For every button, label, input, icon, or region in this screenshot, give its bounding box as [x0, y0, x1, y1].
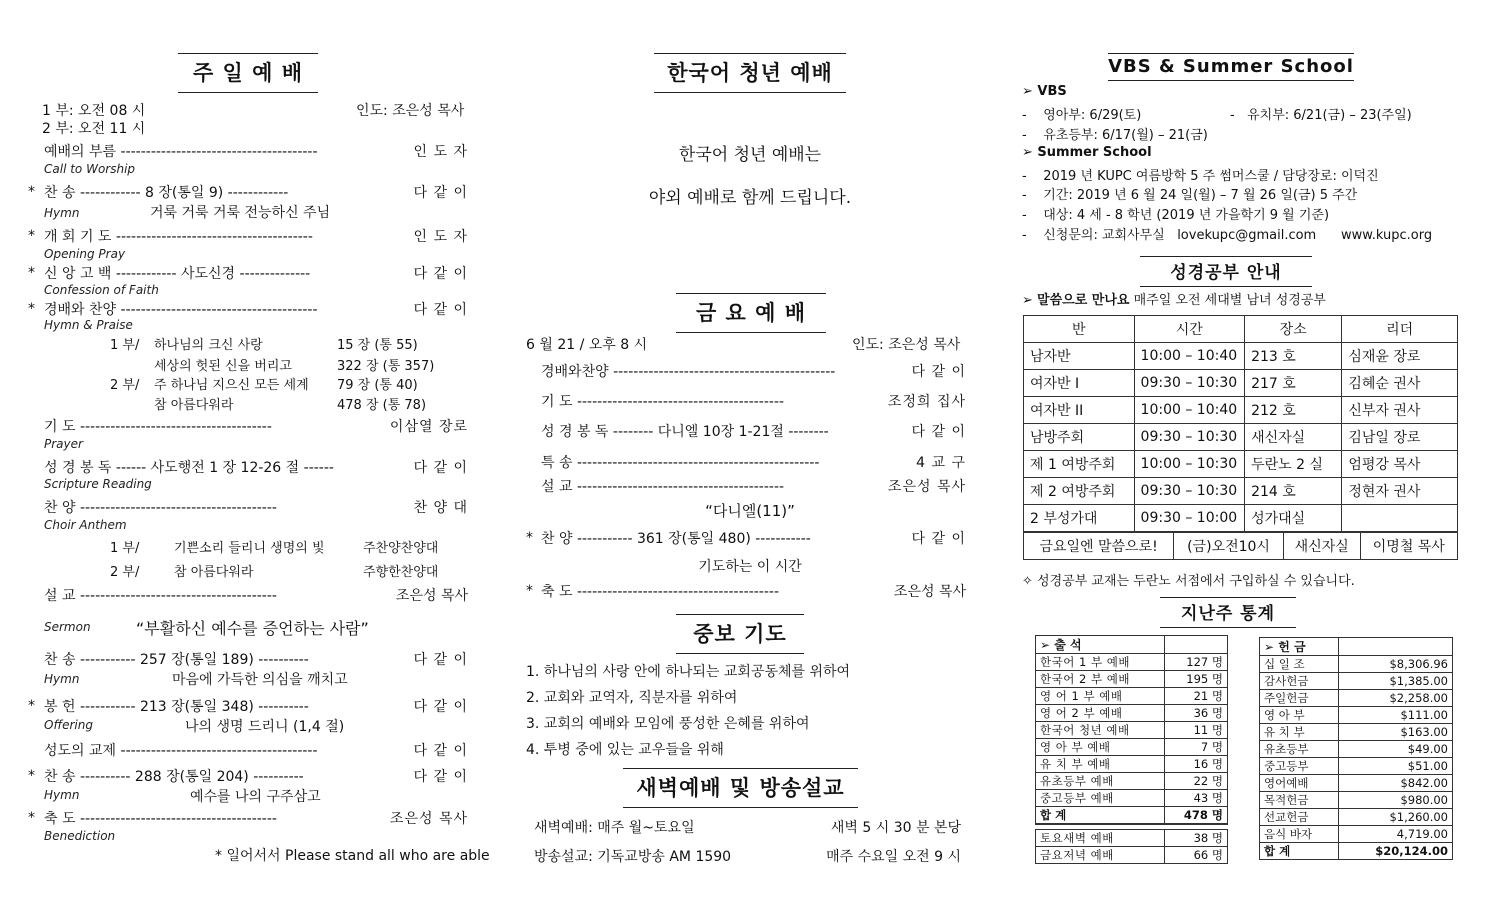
required-star: * — [28, 810, 35, 826]
friday-item-who: 4 교 구 — [916, 455, 966, 471]
bible-intro: ➢ 말씀으로 만나요 매주일 오전 세대별 남녀 성경공부 — [1022, 293, 1326, 308]
friday-sermon-title: “다니엘(11)” — [705, 502, 795, 520]
bible-cell: 신부자 권사 — [1342, 397, 1458, 424]
friday-item-who: 다 같 이 — [911, 424, 966, 440]
praise-song: 주 하나님 지으신 모든 세계 — [154, 378, 309, 393]
email-link[interactable]: lovekupc@gmail.com — [1177, 228, 1317, 243]
arrow-icon: ➢ — [1022, 145, 1038, 160]
offering-row — [1260, 741, 1453, 758]
attendance-table — [1035, 635, 1228, 864]
bible-cell: 217 호 — [1245, 370, 1342, 397]
offering-head-row — [1260, 638, 1453, 656]
attendance-count: 43 명 — [1165, 790, 1228, 807]
order-item-who: 다 같 이 — [413, 699, 468, 715]
anthem-choir: 주찬양찬양대 — [363, 541, 439, 556]
bible-cell: 10:00 – 10:30 — [1134, 451, 1245, 478]
attendance-name: 토요새벽 예배 — [1036, 830, 1165, 847]
bible-cell: 여자반 II — [1024, 397, 1135, 424]
bible-cell: 두란노 2 실 — [1245, 451, 1342, 478]
dawn-left: 새벽예배: 매주 월~토요일 — [534, 820, 695, 836]
attendance-head-row — [1036, 636, 1228, 654]
friday-hymn-label: 찬 양 ----------- 361 장(통일 480) ----------- — [541, 531, 811, 547]
bible-header-cell: 장소 — [1245, 316, 1342, 343]
offering-heading: ➢ 헌 금 — [1260, 638, 1339, 656]
vbs-heading: ➢ VBS — [1022, 84, 1067, 99]
order-item-who: 다 같 이 — [413, 743, 468, 759]
bible-table-row — [1024, 505, 1458, 532]
anthem-part: 2 부/ — [110, 565, 140, 580]
anthem-part: 1 부/ — [110, 541, 140, 556]
friday-study-cell: (금)오전10시 — [1174, 533, 1284, 560]
attendance-name: 영 어 1 부 예배 — [1036, 688, 1165, 705]
friday-study-cell: 이명철 목사 — [1360, 533, 1457, 560]
friday-study-cell: 새신자실 — [1283, 533, 1360, 560]
attendance-count: 66 명 — [1165, 847, 1228, 864]
order-item-who: 다 같 이 — [413, 460, 468, 476]
order-item-who: 조은성 목사 — [389, 811, 468, 827]
order-item-english: Hymn — [44, 788, 80, 802]
required-star: * — [28, 768, 35, 784]
order-item-detail: 나의 생명 드리니 (1,4 절) — [185, 719, 345, 735]
offering-table — [1259, 637, 1453, 860]
offering-name: 감사헌금 — [1260, 673, 1339, 690]
arrow-icon: ➢ — [1022, 84, 1038, 99]
summer-school-heading: ➢ Summer School — [1022, 145, 1152, 160]
bible-cell: 남자반 — [1024, 343, 1135, 370]
attendance-row — [1036, 756, 1228, 773]
friday-hymn-who: 다 같 이 — [911, 531, 966, 547]
attendance-total: 478 명 — [1165, 807, 1228, 825]
bible-cell: 여자반 I — [1024, 370, 1135, 397]
attendance-count: 11 명 — [1165, 722, 1228, 739]
offering-amount: 4,719.00 — [1339, 826, 1453, 843]
prayer-item: 1. 하나님의 사랑 안에 하나되는 교회공동체를 위하여 — [526, 664, 851, 680]
sermon-line: 설 교 --------------------------------------- — [44, 588, 277, 604]
friday-item-label: 기 도 ----------------------------------------- — [541, 394, 785, 410]
praise-hymn-number: 322 장 (통 357) — [337, 359, 435, 374]
required-star: * — [28, 301, 35, 317]
offering-row — [1260, 690, 1453, 707]
offering-amount: $842.00 — [1339, 775, 1453, 792]
attendance-extra-row — [1036, 847, 1228, 864]
bible-cell: 새신자실 — [1245, 424, 1342, 451]
ss-line-1: - 2019 년 KUPC 여름방학 5 주 썸머스쿨 / 담당장로: 이덕진 — [1022, 169, 1379, 184]
praise-part: 2 부/ — [110, 378, 140, 393]
order-item-label: 봉 헌 ----------- 213 장(통일 348) ---------- — [44, 699, 309, 715]
vbs-line-2a: - 유초등부: 6/17(월) – 21(금) — [1022, 128, 1208, 143]
prayer-item: 2. 교회와 교역자, 직분자를 위하여 — [526, 690, 738, 706]
bible-cell: 성가대실 — [1245, 505, 1342, 532]
offering-name: 음식 바자 — [1260, 826, 1339, 843]
friday-leader: 인도: 조은성 목사 — [852, 337, 961, 353]
website-link[interactable]: www.kupc.org — [1341, 228, 1433, 243]
offering-heading-blank — [1339, 638, 1453, 656]
attendance-row — [1036, 688, 1228, 705]
order-item-label: 찬 송 ----------- 257 장(통일 189) ---------- — [44, 652, 309, 668]
order-item-detail: 마음에 가득한 의심을 깨치고 — [172, 672, 348, 688]
friday-item-who: 다 같 이 — [911, 364, 966, 380]
bible-cell: 09:30 – 10:30 — [1134, 370, 1245, 397]
order-item-english: Scripture Reading — [44, 477, 152, 491]
anthem-choir: 주향한찬양대 — [363, 565, 439, 580]
attendance-count: 21 명 — [1165, 688, 1228, 705]
offering-row — [1260, 724, 1453, 741]
bible-cell: 2 부성가대 — [1024, 505, 1135, 532]
offering-amount: $111.00 — [1339, 707, 1453, 724]
attendance-name: 금요저녁 예배 — [1036, 847, 1165, 864]
order-item-who: 다 같 이 — [413, 652, 468, 668]
order-item-english: Hymn — [44, 206, 80, 220]
order-item-english: Benediction — [44, 829, 116, 843]
offering-name: 선교헌금 — [1260, 809, 1339, 826]
bible-table-row — [1024, 478, 1458, 505]
offering-row — [1260, 792, 1453, 809]
order-item-english: Confession of Faith — [44, 283, 159, 297]
friday-item-who: 조은성 목사 — [887, 479, 966, 495]
offering-amount: $49.00 — [1339, 741, 1453, 758]
attendance-count: 195 명 — [1165, 671, 1228, 688]
vbs-line-1b: - 유치부: 6/21(금) – 23(주일) — [1230, 108, 1412, 123]
order-item-who: 이삼열 장로 — [389, 419, 468, 435]
offering-row — [1260, 826, 1453, 843]
praise-song: 참 아름다워라 — [154, 398, 234, 413]
bible-study-title: 성경공부 안내 — [1140, 256, 1312, 287]
attendance-extra-row — [1036, 830, 1228, 847]
attendance-name: 한국어 1 부 예배 — [1036, 654, 1165, 671]
order-item-label: 성도의 교제 --------------------------------------- — [44, 743, 318, 759]
bible-cell: 김남일 장로 — [1342, 424, 1458, 451]
ss-line-3: - 대상: 4 세 - 8 학년 (2019 년 가을학기 9 월 기준) — [1022, 208, 1330, 223]
anthem-song: 기쁜소리 들리니 생명의 빛 — [174, 541, 325, 556]
attendance-row — [1036, 671, 1228, 688]
bible-header-cell: 시간 — [1134, 316, 1245, 343]
bible-cell: 제 2 여방주회 — [1024, 478, 1135, 505]
bible-table-row — [1024, 451, 1458, 478]
offering-name: 영어예배 — [1260, 775, 1339, 792]
order-item-english: Hymn — [44, 672, 80, 686]
order-item-english: Prayer — [44, 437, 83, 451]
arrow-icon: ➢ — [1022, 293, 1038, 308]
worship-time-1: 1 부: 오전 08 시 — [42, 103, 146, 119]
offering-total-row — [1260, 843, 1453, 860]
bible-table-row — [1024, 370, 1458, 397]
bible-cell: 214 호 — [1245, 478, 1342, 505]
attendance-name: 한국어 청년 예배 — [1036, 722, 1165, 739]
attendance-name: 유초등부 예배 — [1036, 773, 1165, 790]
order-item-label: 경배와 찬양 --------------------------------------- — [44, 302, 318, 318]
order-item-label: 찬 송 ---------- 288 장(통일 204) ---------- — [44, 769, 304, 785]
attendance-count: 7 명 — [1165, 739, 1228, 756]
bible-study-table — [1023, 315, 1458, 532]
bible-table-row — [1024, 397, 1458, 424]
vbs-title: VBS & Summer School — [1108, 53, 1354, 81]
sermon-preacher: 조은성 목사 — [395, 588, 468, 604]
offering-total-label: 합 계 — [1260, 843, 1339, 860]
bible-cell: 213 호 — [1245, 343, 1342, 370]
bible-cell: 엄평강 목사 — [1342, 451, 1458, 478]
order-item-label: 성 경 봉 독 ------ 사도행전 1 장 12-26 절 ------ — [44, 460, 334, 476]
bible-cell: 10:00 – 10:40 — [1134, 343, 1245, 370]
praise-hymn-number: 478 장 (통 78) — [337, 398, 427, 413]
offering-row — [1260, 809, 1453, 826]
friday-bless-who: 조은성 목사 — [893, 584, 966, 600]
required-star: * — [526, 530, 533, 546]
attendance-count: 22 명 — [1165, 773, 1228, 790]
bible-cell: 심재윤 장로 — [1342, 343, 1458, 370]
order-item-who: 인 도 자 — [413, 229, 468, 245]
friday-hymn-title: 기도하는 이 시간 — [698, 559, 802, 575]
prayer-item: 4. 투병 중에 있는 교우들을 위해 — [526, 742, 724, 758]
praise-hymn-number: 15 장 (통 55) — [337, 338, 418, 353]
youth-line-2: 야외 예배로 함께 드립니다. — [648, 188, 852, 208]
ss-line-2: - 기간: 2019 년 6 월 24 일(월) – 7 월 26 일(금) 5 주간 — [1022, 188, 1358, 203]
praise-hymn-number: 79 장 (통 40) — [337, 378, 418, 393]
bible-cell: 제 1 여방주회 — [1024, 451, 1135, 478]
order-item-who: 다 같 이 — [413, 302, 468, 318]
offering-name: 영 아 부 — [1260, 707, 1339, 724]
bible-cell: 09:30 – 10:00 — [1134, 505, 1245, 532]
required-star: * — [526, 583, 533, 599]
youth-line-1: 한국어 청년 예배는 — [678, 145, 822, 165]
bible-cell — [1342, 505, 1458, 532]
dawn-left: 방송설교: 기독교방송 AM 1590 — [534, 849, 732, 865]
attendance-name: 영 아 부 예배 — [1036, 739, 1165, 756]
praise-part: 1 부/ — [110, 338, 140, 353]
order-item-who: 다 같 이 — [413, 185, 468, 201]
friday-item-label: 경배와찬양 -------------------------------------------- — [541, 364, 836, 380]
bible-note: ✧ 성경공부 교재는 두란노 서점에서 구입하실 수 있습니다. — [1022, 574, 1355, 589]
order-item-who: 다 같 이 — [413, 266, 468, 282]
order-item-detail: 예수를 나의 구주삼고 — [190, 789, 321, 805]
required-star: * — [28, 184, 35, 200]
friday-bless-label: 축 도 ---------------------------------------- — [541, 584, 780, 600]
intercession-title: 중보 기도 — [676, 614, 804, 654]
offering-name: 중고등부 — [1260, 758, 1339, 775]
attendance-count: 38 명 — [1165, 830, 1228, 847]
attendance-name: 중고등부 예배 — [1036, 790, 1165, 807]
attendance-heading: ➢ 출 석 — [1036, 636, 1165, 654]
praise-song: 세상의 헛된 신을 버리고 — [154, 359, 292, 374]
order-item-who: 찬 양 대 — [413, 500, 468, 516]
sermon-english: Sermon — [44, 620, 91, 634]
worship-time-2: 2 부: 오전 11 시 — [42, 121, 146, 137]
friday-item-label: 특 송 ------------------------------------------------ — [541, 455, 820, 471]
required-star: * — [28, 265, 35, 281]
order-item-english: Call to Worship — [44, 162, 136, 176]
attendance-heading-blank — [1165, 636, 1228, 654]
bible-cell: 남방주회 — [1024, 424, 1135, 451]
friday-item-who: 조정희 집사 — [887, 394, 966, 410]
attendance-row — [1036, 722, 1228, 739]
attendance-total-row — [1036, 807, 1228, 825]
offering-amount: $1,385.00 — [1339, 673, 1453, 690]
attendance-row — [1036, 790, 1228, 807]
order-item-english: Hymn & Praise — [44, 318, 133, 332]
offering-amount: $2,258.00 — [1339, 690, 1453, 707]
attendance-count: 36 명 — [1165, 705, 1228, 722]
attendance-row — [1036, 654, 1228, 671]
bible-cell: 정현자 권사 — [1342, 478, 1458, 505]
attendance-count: 16 명 — [1165, 756, 1228, 773]
prayer-item: 3. 교회의 예배와 모임에 풍성한 은혜를 위하여 — [526, 716, 810, 732]
attendance-row — [1036, 739, 1228, 756]
friday-study-table — [1023, 532, 1458, 560]
bible-table-row — [1024, 424, 1458, 451]
order-item-label: 축 도 --------------------------------------- — [44, 811, 277, 827]
required-star: * — [28, 698, 35, 714]
bible-cell: 212 호 — [1245, 397, 1342, 424]
attendance-total-label: 합 계 — [1036, 807, 1165, 825]
order-item-who: 다 같 이 — [413, 769, 468, 785]
anthem-song: 참 아름다워라 — [174, 565, 254, 580]
sunday-worship-title: 주 일 예 배 — [178, 53, 318, 93]
bible-table-row — [1024, 343, 1458, 370]
friday-date: 6 월 21 / 오후 8 시 — [526, 337, 648, 353]
offering-name: 주일헌금 — [1260, 690, 1339, 707]
friday-study-cell: 금요일엔 말씀으로! — [1024, 533, 1174, 560]
attendance-name: 영 어 2 부 예배 — [1036, 705, 1165, 722]
friday-item-label: 설 교 ----------------------------------------- — [541, 479, 785, 495]
bible-header-cell: 반 — [1024, 316, 1135, 343]
offering-row — [1260, 758, 1453, 775]
bible-table-header — [1024, 316, 1458, 343]
offering-name: 십 일 조 — [1260, 656, 1339, 673]
ss-contact: - 신청문의: 교회사무실 lovekupc@gmail.com www.kupc.org — [1022, 228, 1433, 243]
offering-row — [1260, 673, 1453, 690]
offering-amount: $1,260.00 — [1339, 809, 1453, 826]
order-item-label: 예배의 부름 --------------------------------------- — [44, 144, 318, 160]
praise-song: 하나님의 크신 사랑 — [154, 338, 263, 353]
worship-leader: 인도: 조은성 목사 — [356, 103, 465, 119]
offering-row — [1260, 656, 1453, 673]
order-item-label: 기 도 -------------------------------------- — [44, 419, 272, 435]
offering-amount: $163.00 — [1339, 724, 1453, 741]
order-item-english: Opening Pray — [44, 247, 126, 261]
order-item-label: 신 앙 고 백 ------------ 사도신경 -------------- — [44, 266, 311, 282]
attendance-row — [1036, 705, 1228, 722]
friday-worship-title: 금 요 예 배 — [676, 293, 826, 333]
attendance-count: 127 명 — [1165, 654, 1228, 671]
offering-row — [1260, 775, 1453, 792]
order-item-english: Choir Anthem — [44, 518, 127, 532]
order-item-label: 찬 송 ------------ 8 장(통일 9) ------------ — [44, 185, 289, 201]
stats-title: 지난주 통계 — [1160, 597, 1296, 628]
attendance-name: 한국어 2 부 예배 — [1036, 671, 1165, 688]
bible-cell: 10:00 – 10:40 — [1134, 397, 1245, 424]
offering-amount: $980.00 — [1339, 792, 1453, 809]
order-item-who: 인 도 자 — [413, 144, 468, 160]
order-item-english: Offering — [44, 718, 93, 732]
attendance-row — [1036, 773, 1228, 790]
bible-cell: 09:30 – 10:30 — [1134, 424, 1245, 451]
bible-cell: 09:30 – 10:30 — [1134, 478, 1245, 505]
offering-row — [1260, 707, 1453, 724]
bible-cell: 김혜순 권사 — [1342, 370, 1458, 397]
order-item-detail: 거룩 거룩 거룩 전능하신 주님 — [150, 205, 331, 221]
offering-amount: $8,306.96 — [1339, 656, 1453, 673]
sermon-title: “부활하신 예수를 증언하는 사람” — [136, 619, 369, 638]
offering-amount: $51.00 — [1339, 758, 1453, 775]
offering-total: $20,124.00 — [1339, 843, 1453, 860]
required-star: * — [28, 228, 35, 244]
offering-name: 목적헌금 — [1260, 792, 1339, 809]
order-item-label: 찬 양 --------------------------------------- — [44, 500, 277, 516]
offering-name: 유초등부 — [1260, 741, 1339, 758]
attendance-name: 유 치 부 예배 — [1036, 756, 1165, 773]
dawn-right: 새벽 5 시 30 분 본당 — [830, 820, 961, 836]
offering-name: 유 치 부 — [1260, 724, 1339, 741]
friday-item-label: 성 경 봉 독 -------- 다니엘 10장 1-21절 -------- — [541, 424, 829, 440]
dawn-right: 매주 수요일 오전 9 시 — [826, 849, 961, 865]
footnote: * 일어서서 Please stand all who are able — [215, 848, 490, 864]
dawn-title: 새벽예배 및 방송설교 — [623, 768, 858, 808]
bible-header-cell: 리더 — [1342, 316, 1458, 343]
vbs-line-1a: - 영아부: 6/29(토) — [1022, 108, 1142, 123]
order-item-label: 개 회 기 도 --------------------------------------- — [44, 229, 313, 245]
youth-worship-title: 한국어 청년 예배 — [654, 53, 846, 93]
